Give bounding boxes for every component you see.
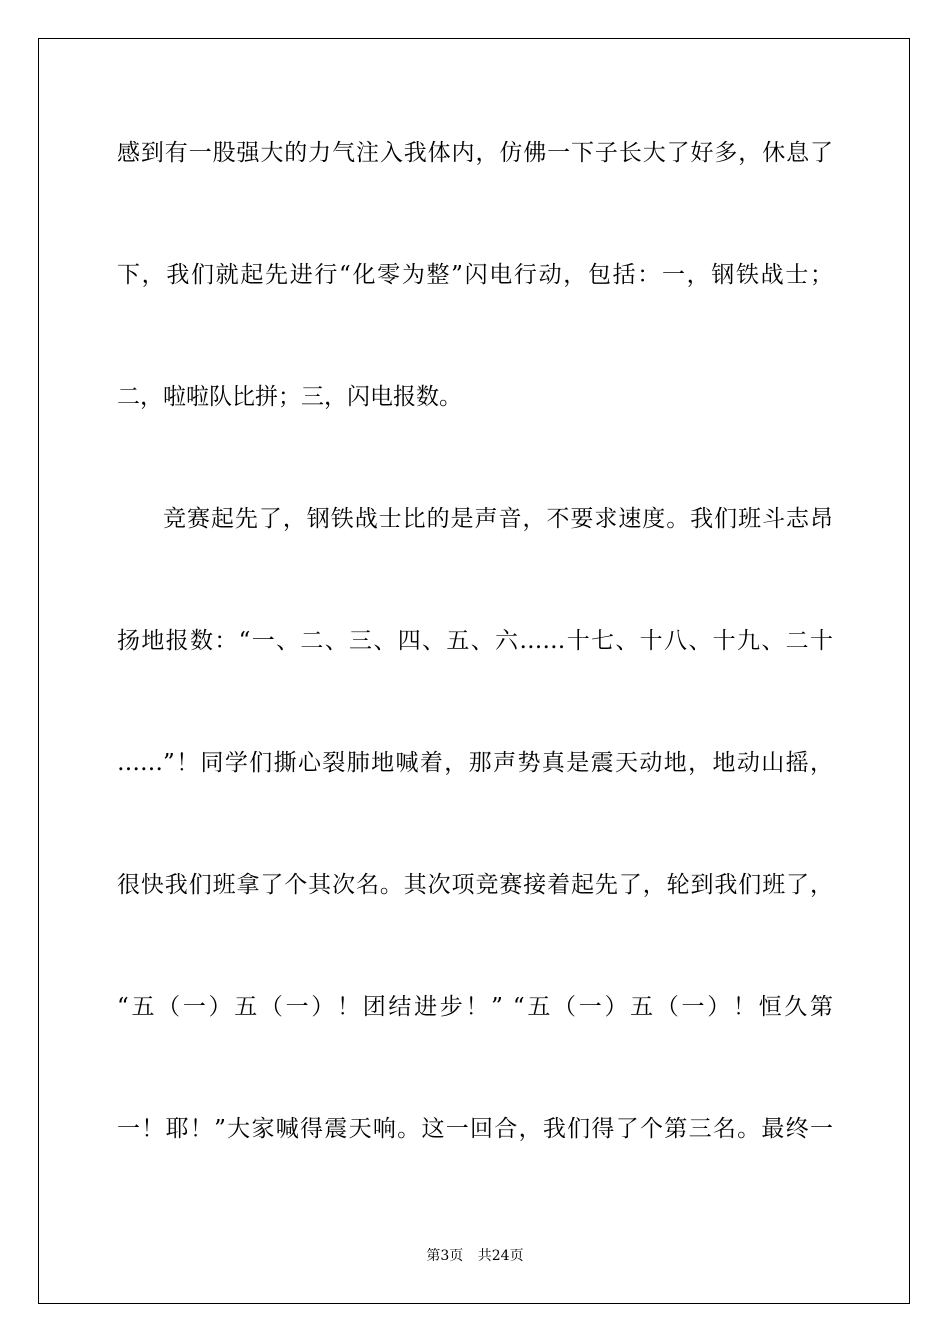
- page-number: 第3页: [426, 1248, 464, 1264]
- document-body: [117, 120, 833, 1218]
- text-line: 二，啦啦队比拼；三，闪电报数。: [117, 384, 462, 410]
- text-line: 下，我们就起先进行“化零为整”闪电行动，包括：一，钢铁战士；: [117, 262, 833, 288]
- text-line: 扬地报数：“一、二、三、四、五、六……十七、十八、十九、二十: [117, 628, 833, 654]
- page-footer: [0, 1246, 950, 1266]
- text-line: 竞赛起先了，钢铁战士比的是声音，不要求速度。我们班斗志昂: [163, 506, 833, 532]
- total-pages: 共24页: [477, 1248, 524, 1264]
- text-line: “五（一）五（一）！团结进步！” “五（一）五（一）！恒久第: [117, 994, 833, 1020]
- text-line: 很快我们班拿了个其次名。其次项竞赛接着起先了，轮到我们班了，: [117, 872, 833, 898]
- text-line: ……”！同学们撕心裂肺地喊着，那声势真是震天动地，地动山摇，: [117, 750, 833, 776]
- text-line: 感到有一股强大的力气注入我体内，仿佛一下子长大了好多，休息了: [117, 140, 833, 166]
- text-line: 一！耶！”大家喊得震天响。这一回合，我们得了个第三名。最终一: [117, 1116, 833, 1142]
